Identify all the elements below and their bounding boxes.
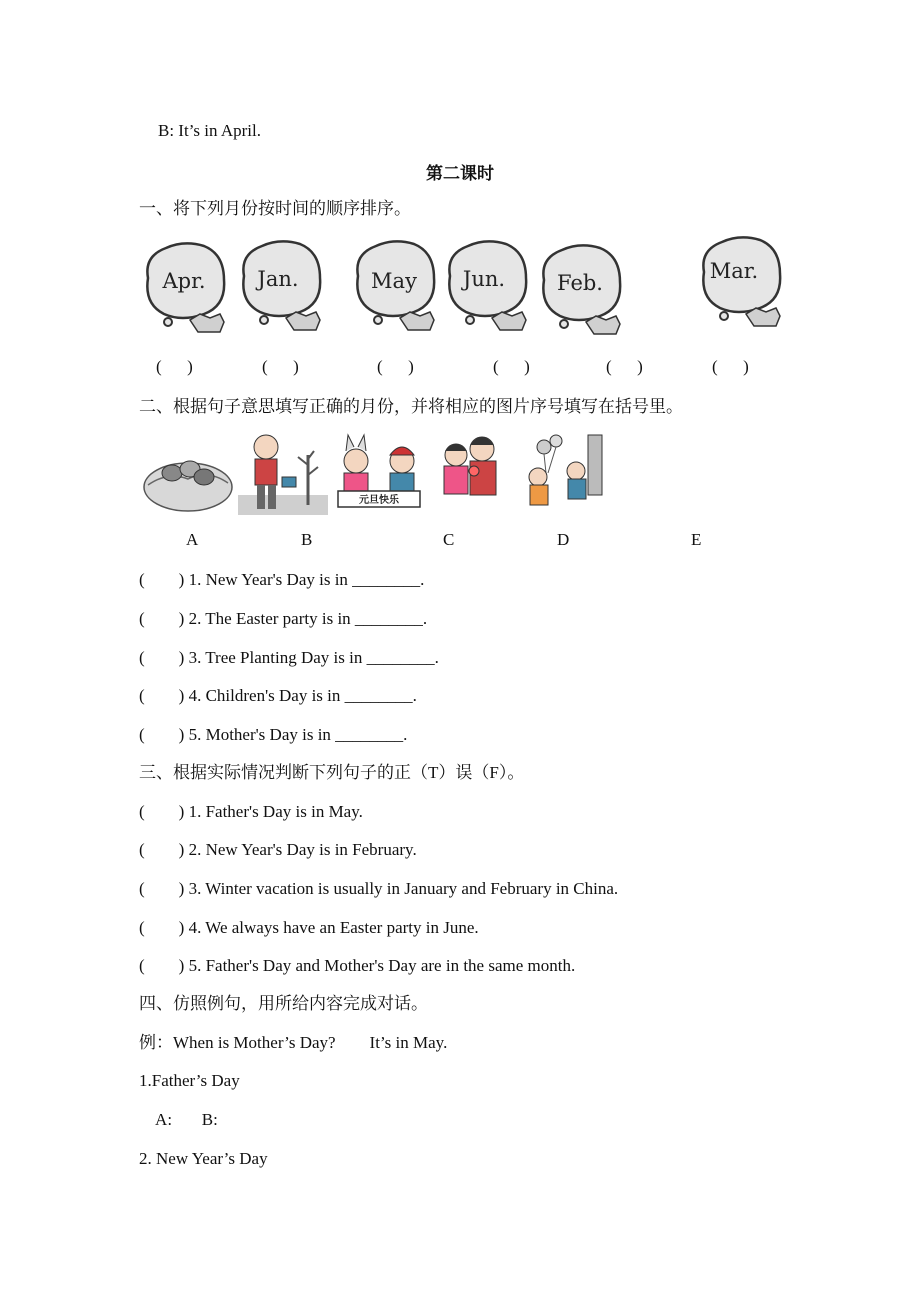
holiday-pictures — [138, 425, 608, 520]
month-bubble-jan — [234, 236, 326, 336]
picture-label-b: B — [301, 530, 313, 549]
month-label: Jun. — [462, 267, 506, 291]
order-blank[interactable]: ( ) — [156, 357, 193, 376]
month-label: Jan. — [257, 267, 299, 291]
section4-question-2: 2. New Year’s Day — [139, 1149, 268, 1168]
section3-item-3[interactable]: ( ) 3. Winter vacation is usually in January and February in China. — [139, 879, 619, 898]
section3-item-5[interactable]: ( ) 5. Father's Day and Mother's Day are in the same month. — [139, 956, 576, 975]
section2-item-4[interactable]: ( ) 4. Children's Day is in ________. — [139, 686, 417, 705]
order-blank[interactable]: ( ) — [606, 357, 643, 376]
section2-heading: 二、根据句子意思填写正确的月份，并将相应的图片序号填写在括号里。 — [139, 397, 683, 416]
month-bubble-mar — [694, 232, 786, 332]
section2-item-1[interactable]: ( ) 1. New Year's Day is in ________. — [139, 570, 425, 589]
month-bubbles — [0, 232, 920, 342]
section4-example: 例：When is Mother’s Day? It’s in May. — [139, 1033, 448, 1052]
section3-item-2[interactable]: ( ) 2. New Year's Day is in February. — [139, 840, 417, 859]
month-label: May — [371, 269, 417, 293]
childrens-day-picture — [514, 425, 608, 520]
picture-labels — [0, 530, 920, 552]
banner-text: 元旦快乐 — [359, 495, 399, 506]
order-blank[interactable]: ( ) — [262, 357, 299, 376]
order-blank[interactable]: ( ) — [377, 357, 414, 376]
easter-eggs-picture — [138, 425, 238, 520]
section4-heading: 四、仿照例句，用所给内容完成对话。 — [139, 994, 428, 1013]
month-bubble-apr — [138, 238, 230, 338]
tree-planting-picture — [238, 425, 328, 520]
new-year-picture — [332, 425, 426, 520]
picture-label-a: A — [186, 530, 199, 549]
section2-item-3[interactable]: ( ) 3. Tree Planting Day is in ________. — [139, 648, 439, 667]
section2-item-2[interactable]: ( ) 2. The Easter party is in ________. — [139, 609, 428, 628]
section3-item-4[interactable]: ( ) 4. We always have an Easter party in June. — [139, 918, 479, 937]
order-blank[interactable]: ( ) — [712, 357, 749, 376]
section3-heading: 三、根据实际情况判断下列句子的正（T）误（F）。 — [139, 763, 525, 782]
month-label: Feb. — [557, 271, 603, 295]
order-blanks — [0, 357, 920, 379]
section4-question-1: 1.Father’s Day — [139, 1071, 240, 1090]
month-bubble-feb — [534, 240, 626, 340]
picture-label-d: D — [557, 530, 570, 549]
month-bubble-may — [348, 236, 440, 336]
month-bubble-jun — [440, 236, 532, 336]
order-blank[interactable]: ( ) — [493, 357, 530, 376]
section4-answer-1[interactable]: A: B: — [139, 1110, 218, 1129]
intro-line: B: It’s in April. — [158, 121, 261, 140]
mothers-day-picture — [430, 425, 512, 520]
section1-heading: 一、将下列月份按时间的顺序排序。 — [139, 199, 411, 218]
section2-item-5[interactable]: ( ) 5. Mother's Day is in ________. — [139, 725, 408, 744]
picture-label-e: E — [691, 530, 702, 549]
section3-item-1[interactable]: ( ) 1. Father's Day is in May. — [139, 802, 363, 821]
month-label: Apr. — [162, 269, 206, 293]
month-label: Mar. — [709, 259, 759, 283]
picture-label-c: C — [443, 530, 455, 549]
lesson-title: 第二课时 — [426, 164, 494, 183]
